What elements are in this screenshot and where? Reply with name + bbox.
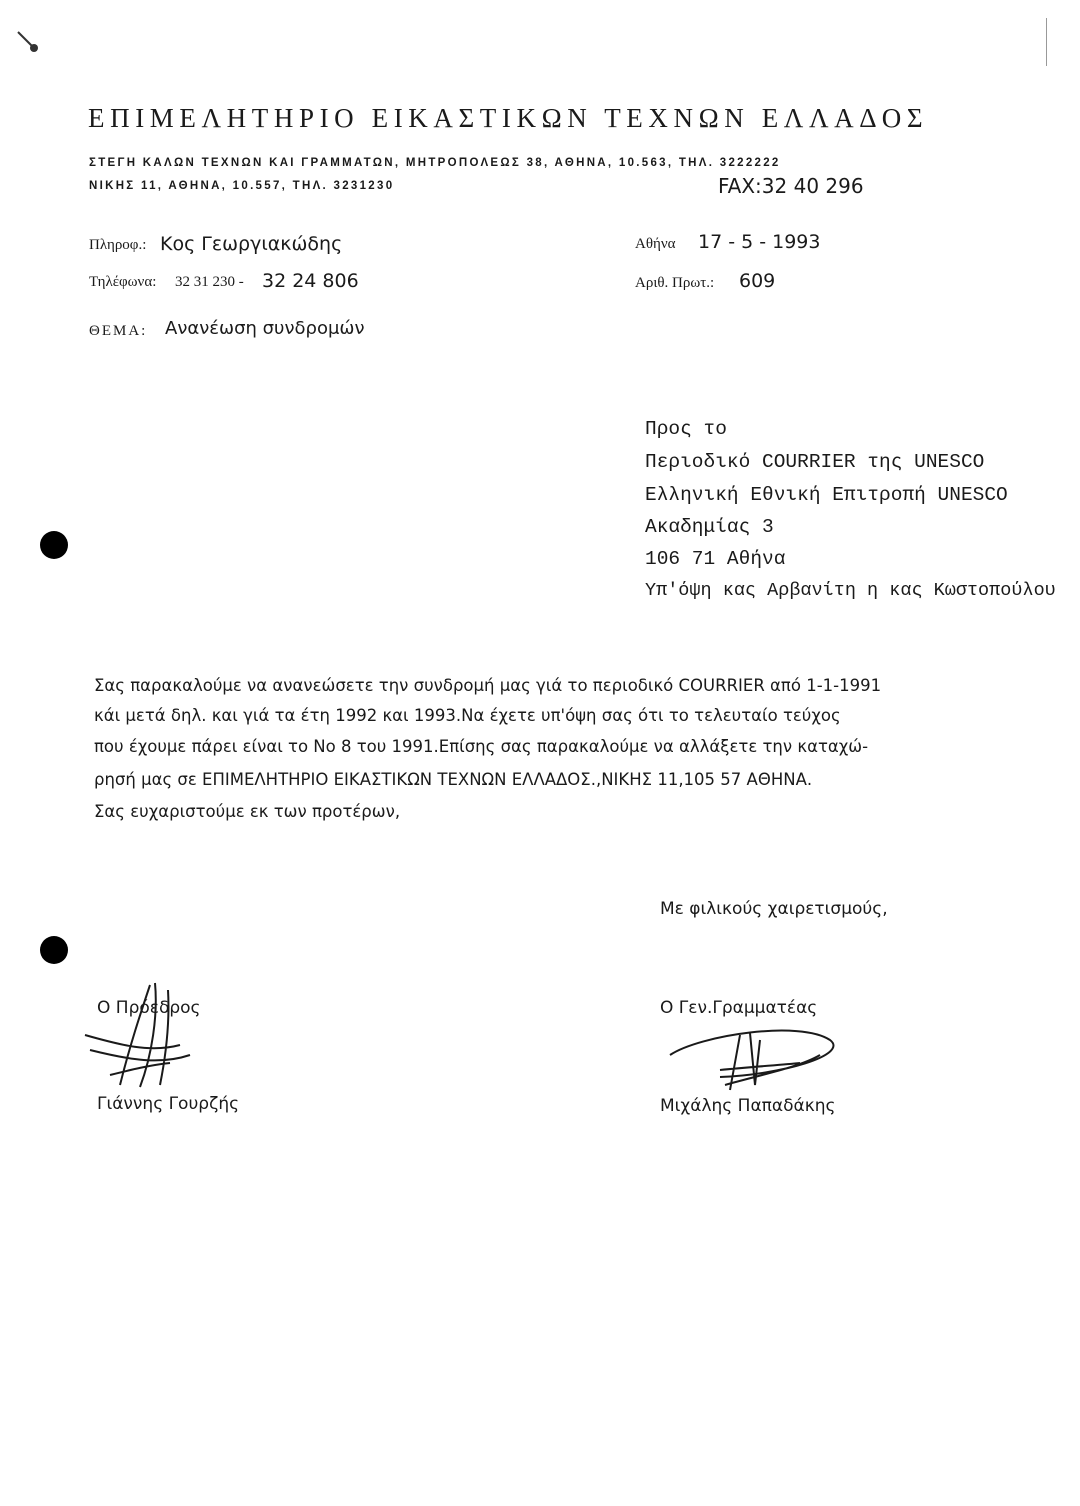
organization-title: ΕΠΙΜΕΛΗΤΗΡΙΟ ΕΙΚΑΣΤΙΚΩΝ ΤΕΧΝΩΝ ΕΛΛΑΔΟΣ [88,103,929,133]
scan-edge-line [1046,18,1047,66]
protocol-label: Αριθ. Πρωτ.: [635,275,715,291]
recipient-line: Υπ'όψη κας Αρβανίτη η κας Κωστοπούλου [645,580,1056,601]
right-signatory-title: Ο Γεν.Γραμματέας [660,998,818,1018]
recipient-line: Ελληνική Εθνική Επιτροπή UNESCO [645,484,1008,506]
recipient-line: Ακαδημίας 3 [645,516,774,538]
body-line: ρησή μας σε ΕΠΙΜΕΛΗΤΗΡΙΟ ΕΙΚΑΣΤΙΚΩΝ ΤΕΧΝΩΝ ΕΛΛΑΔΟΣ.,ΝΙΚΗΣ 11,105 57 ΑΘΗΝΑ. [94,770,813,789]
punch-hole [40,936,68,964]
left-signatory-name: Γιάννης Γουρζής [97,1094,240,1114]
subject-value: Ανανέωση συνδρομών [165,318,365,339]
info-label: Πληροφ.: [89,237,147,253]
recipient-line: 106 71 Αθήνα [645,548,786,570]
body-line: που έχουμε πάρει είναι το Νο 8 του 1991.Επίσης σας παρακαλούμε να αλλάξετε την καταχώ- [94,737,869,756]
fax-number: FAX:32 40 296 [718,174,864,198]
closing-salutation: Με φιλικούς χαιρετισμούς, [660,899,888,919]
secretary-signature [660,1015,860,1105]
address-line-2: ΝΙΚΗΣ 11, ΑΘΗΝΑ, 10.557, ΤΗΛ. 3231230 [89,180,395,192]
left-signatory-title: Ο Πρόεδρος [97,998,201,1018]
protocol-number: 609 [739,270,776,292]
address-line-1: ΣΤΕΓΗ ΚΑΛΩΝ ΤΕΧΝΩΝ ΚΑΙ ΓΡΑΜΜΑΤΩΝ, ΜΗΤΡΟΠΟΛΕΩΣ 38, ΑΘΗΝΑ, 10.563, ΤΗΛ. 3222222 [89,157,781,169]
phones-label: Τηλέφωνα: [89,274,157,290]
recipient-line: Προς το [645,418,727,440]
body-line: Σας ευχαριστούμε εκ των προτέρων, [94,802,401,821]
letter-date: 17 - 5 - 1993 [698,231,821,253]
phones-written: 32 24 806 [262,270,359,292]
recipient-line: Περιοδικό COURRIER της UNESCO [645,451,985,473]
body-line: κάι μετά δηλ. και γιά τα έτη 1992 και 1993.Να έχετε υπ'όψη σας ότι το τελευταίο τεύχος [94,706,841,725]
info-value: Κος Γεωργιακώδης [160,233,343,255]
right-signatory-name: Μιχάλης Παπαδάκης [660,1096,836,1116]
president-signature [80,975,220,1095]
phones-printed: 32 31 230 - [175,274,244,290]
punch-hole [40,531,68,559]
subject-label: ΘΕΜΑ: [89,323,148,339]
body-line: Σας παρακαλούμε να ανανεώσετε την συνδρομή μας γιά το περιοδικό COURRIER από 1-1-1991 [94,676,882,695]
city-label: Αθήνα [635,236,676,252]
scan-mark [14,28,44,58]
